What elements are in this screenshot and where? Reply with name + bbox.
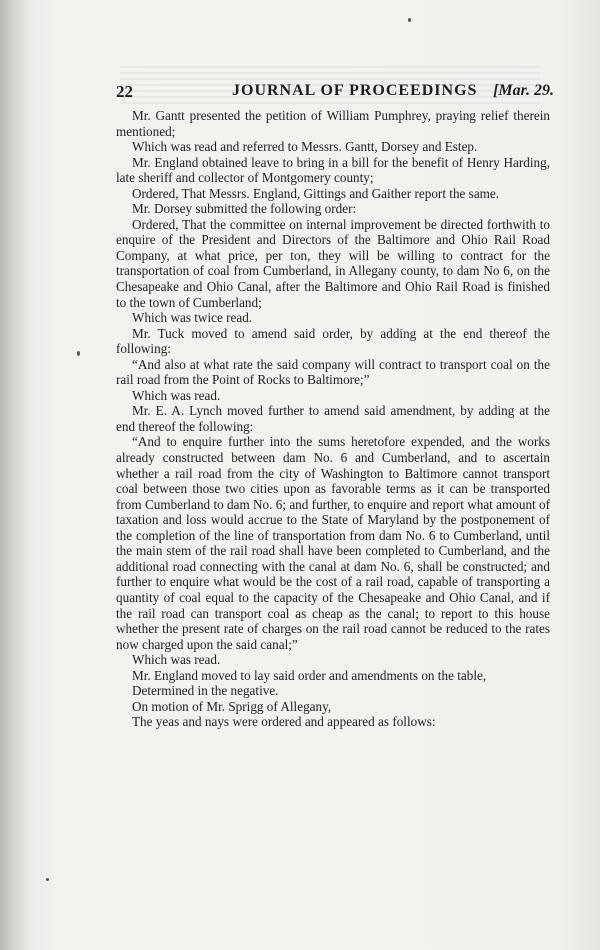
paragraph: Mr. Gantt presented the petition of William Pumphrey, praying relief therein mentioned; — [116, 108, 550, 139]
header-date: [Mar. 29. — [493, 82, 554, 99]
paragraph: Mr. Tuck moved to amend said order, by adding at the end thereof the following: — [116, 325, 550, 357]
paragraph: On motion of Mr. Sprigg of Allegany, — [132, 698, 332, 714]
page-number: 22 — [116, 82, 133, 101]
paragraph: “And to enquire further into the sums heretofore expended, and the works already constructed between dam No. 6 and Cumberland, and to ascertain whether a rail road from the city of Washington to Baltimore cannot transport coal between those two cities upon as favorable terms as it can be transported from Cumberland to dam No. 6; and further, to enquire and report what amount of taxation and loss would accrue to the State of Maryland by the postponement of the completion of the line of transportation from dam No. 6 to Cumberland, until the main stem of the rail road shall have been completed to Cumberland, and the additional road connecting with the canal at dam No. 6, shall be constructed; and further to enquire what would be the cost of a rail road, capable of transporting a quantity of coal equal to the capacity of the Chesapeake and Ohio Canal, and if the rail road can transport coal as cheap as the canal; to report to this house whether the present rate of charges on the rail road cannot be reduced to the rates now charged upon the said canal;” — [116, 434, 550, 652]
paragraph: Mr. England moved to lay said order and amendments on the table, — [132, 667, 487, 683]
journal-body — [116, 108, 550, 730]
paragraph: Which was read. — [132, 387, 221, 403]
paragraph: “And also at what rate the said company will contract to transport coal on the rail road from the Point of Rocks to Baltimore;” — [116, 356, 550, 388]
paragraph: Ordered, That the committee on internal improvement be directed forthwith to enquire of the President and Directors of the Baltimore and Ohio Rail Road Company, at what price, per ton, they will be willing to contract for the transportation of coal from Cumberland, in Allegany county, to dam No 6, on the Chesapeake and Ohio Canal, after the Baltimore and Ohio Rail Road is finished to the town of Cumberland; — [116, 216, 550, 310]
paragraph: Ordered, That Messrs. England, Gittings and Gaither report the same. — [132, 185, 500, 201]
running-title: JOURNAL OF PROCEEDINGS — [232, 82, 478, 99]
speck-mark — [408, 18, 411, 22]
paragraph: Which was twice read. — [132, 310, 253, 326]
speck-mark — [46, 878, 49, 881]
paragraph: Mr. England obtained leave to bring in a bill for the benefit of Henry Harding, late sheriff and collector of Montgomery county; — [116, 154, 550, 186]
paragraph: Which was read and referred to Messrs. Gantt, Dorsey and Estep. — [132, 139, 478, 155]
speck-mark — [77, 351, 80, 356]
paragraph: Mr. Dorsey submitted the following order: — [132, 201, 357, 217]
paragraph: The yeas and nays were ordered and appeared as follows: — [132, 714, 436, 730]
running-header — [116, 82, 554, 106]
paragraph: Mr. E. A. Lynch moved further to amend said amendment, by adding at the end thereof the following: — [116, 403, 550, 434]
paragraph: Which was read. — [132, 652, 221, 668]
paragraph: Determined in the negative. — [132, 683, 279, 699]
